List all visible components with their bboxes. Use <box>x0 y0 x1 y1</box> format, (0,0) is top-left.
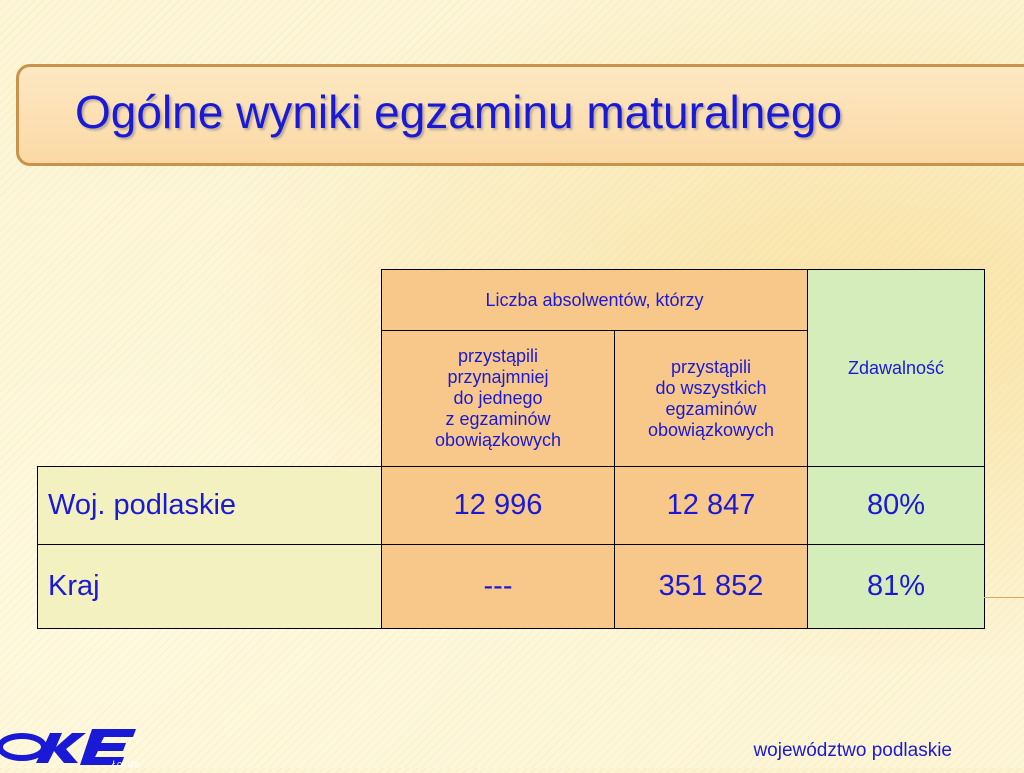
results-table <box>38 270 985 629</box>
cell-country-at-least-one: --- <box>381 544 615 629</box>
header-group-cell: Liczba absolwentów, którzy <box>381 269 808 331</box>
cell-country-pass-rate: 81% <box>807 544 985 629</box>
row-label-region: Woj. podlaskie <box>37 466 382 545</box>
logo-text: Łomża <box>112 759 140 768</box>
table-corner-empty <box>37 269 382 467</box>
cell-region-all: 12 847 <box>614 466 808 545</box>
cell-country-all: 351 852 <box>614 544 808 629</box>
header-pass-rate: Zdawalność <box>807 269 985 467</box>
footer-region: województwo podlaskie <box>753 740 952 761</box>
oke-logo-icon <box>0 725 145 768</box>
decorative-line <box>984 597 1024 598</box>
header-all-exams: przystąpili do wszystkich egzaminów obowiązkowych <box>614 330 808 467</box>
page-title: Ogólne wyniki egzaminu maturalnego <box>75 86 843 138</box>
cell-region-at-least-one: 12 996 <box>381 466 615 545</box>
cell-region-pass-rate: 80% <box>807 466 985 545</box>
header-at-least-one: przystąpili przynajmniej do jednego z egzaminów obowiązkowych <box>381 330 615 467</box>
title-banner <box>16 64 1024 166</box>
row-label-country: Kraj <box>37 544 382 629</box>
